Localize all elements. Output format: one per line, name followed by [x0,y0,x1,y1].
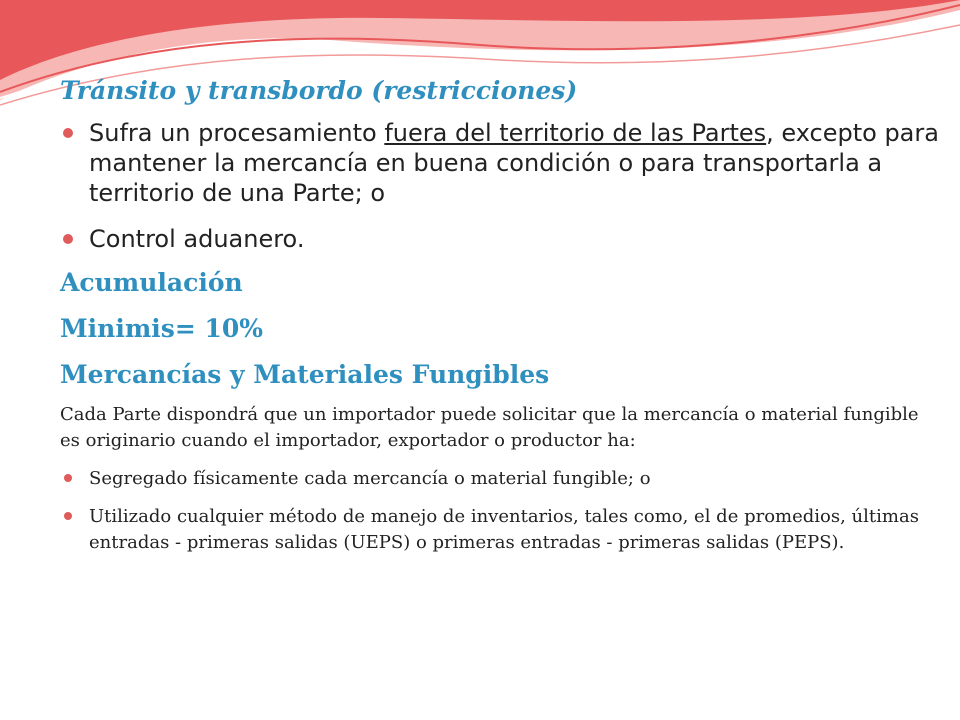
bullet-text: Segregado físicamente cada mercancía o material fungible; o [89,468,651,489]
heading-fungibles: Mercancías y Materiales Fungibles [60,360,550,389]
bullet-dot-icon [63,128,73,138]
bullet-dot-icon [63,234,73,244]
bullet-dot-icon [64,474,72,482]
slide-title: Tránsito y transbordo (restricciones) [60,76,578,105]
restrictions-list [60,118,940,254]
fungibles-paragraph: Cada Parte dispondrá que un importador puede solicitar que la mercancía o material fungible es originario cuando el importador, exportador o productor ha: [60,404,919,451]
list-item [60,224,940,254]
list-item [60,118,940,208]
bullet-text: , excepto para mantener la mercancía en buena condición o para transportarla a territorio de una Parte; o [89,119,939,207]
bullet-text: Sufra un procesamiento [89,119,385,147]
bullet-text: Utilizado cualquier método de manejo de inventarios, tales como, el de promedios, últimas entradas - primeras salidas (UEPS) o primeras entradas - primeras salidas (PEPS). [89,506,919,553]
bullet-text: Control aduanero. [89,225,305,253]
list-item [60,504,940,556]
bullet-underlined-text: fuera del territorio de las Partes [384,119,767,147]
list-item [60,466,940,492]
bullet-dot-icon [64,512,72,520]
slide-content [60,70,940,556]
fungibles-list [60,466,940,556]
heading-acumulacion: Acumulación [60,268,243,297]
heading-minimis: Minimis= 10% [60,314,264,343]
